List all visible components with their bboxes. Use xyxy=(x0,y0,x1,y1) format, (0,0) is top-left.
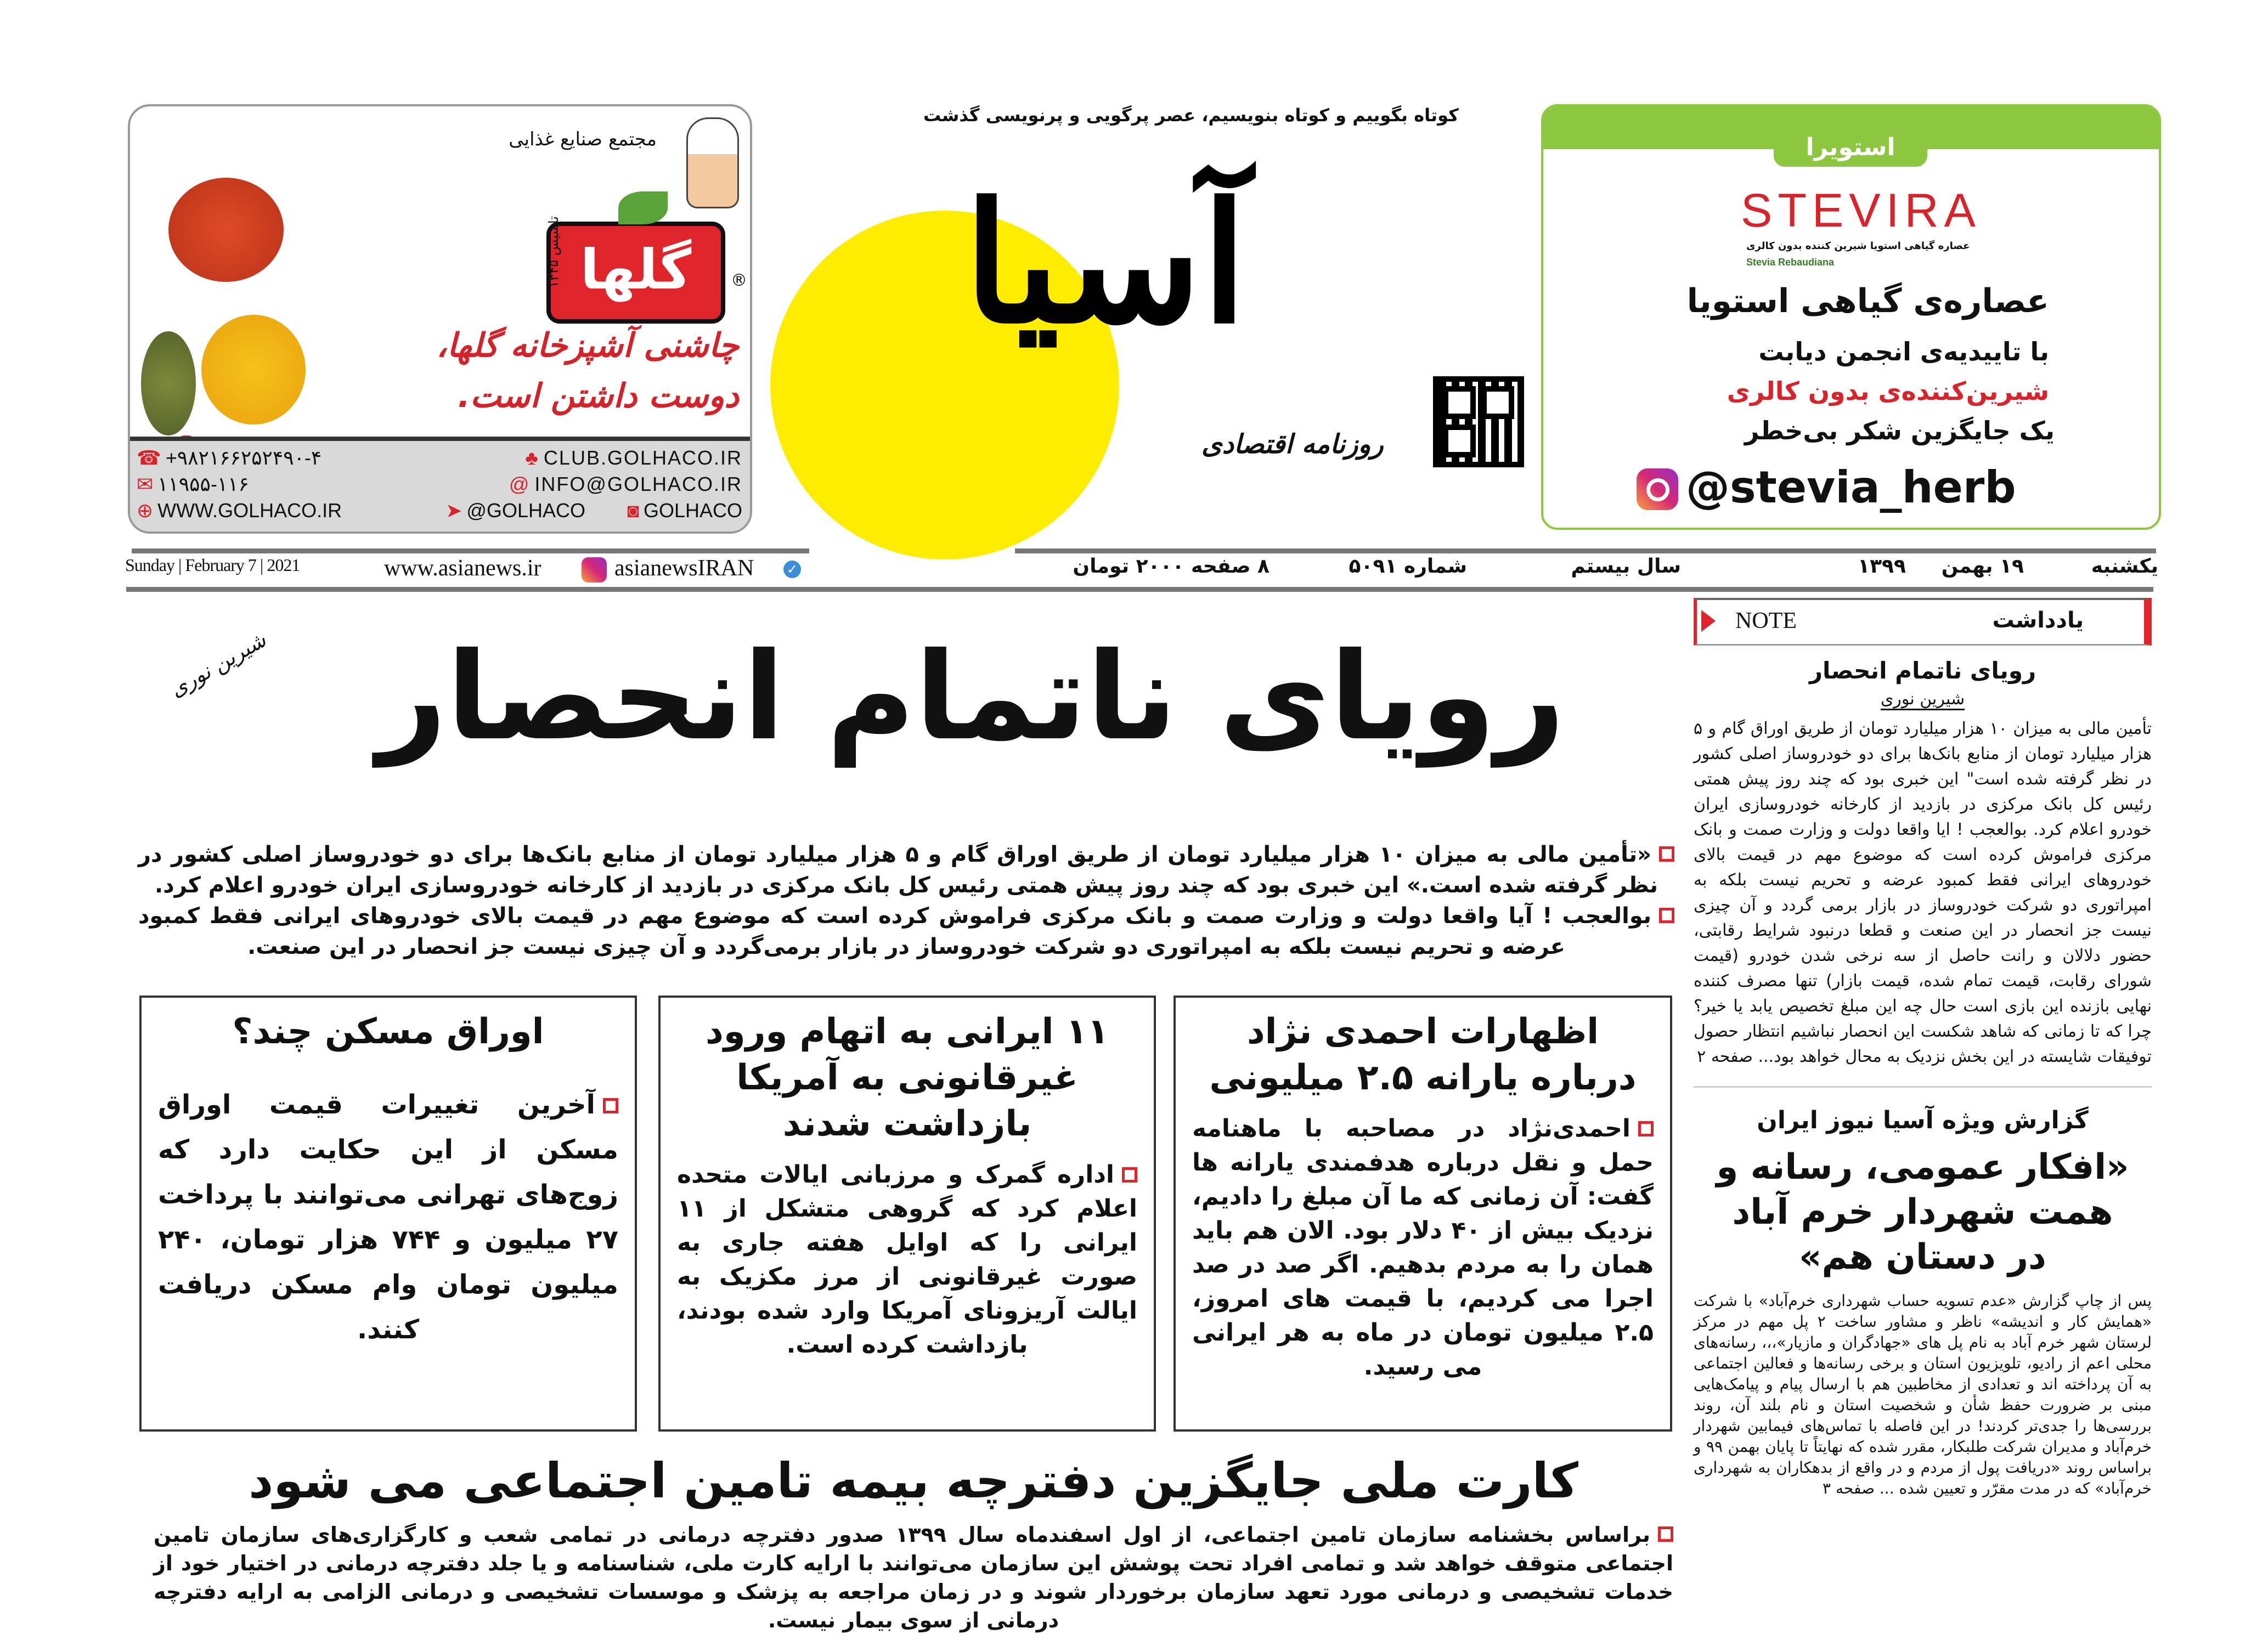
header-rule-bottom xyxy=(126,587,2153,592)
lead-text-2: بوالعجب ! آیا واقعا دولت و وزارت صمت و بانک مرکزی فراموش کرده است که موضوع مهم در قیمت بالای خودروهای ایرانی فقط کمبود عرضه و تحریم نیست بلکه به امپراتوری دو شرکت خودروساز در بازار برمی‌گردد و آن چیزی نیست جز انحصار در این صنعت. xyxy=(138,903,1651,959)
report-kicker: گزارش ویژه آسیا نیوز ایران xyxy=(1757,1106,2089,1134)
green-herb-image xyxy=(141,331,196,436)
story-box-ahmadinejad[interactable] xyxy=(1174,996,1672,1432)
qr-code[interactable] xyxy=(1433,376,1524,467)
note-label-en: NOTE xyxy=(1735,608,1797,634)
asia-logo[interactable]: آسیا xyxy=(963,166,1248,360)
leaf-icon xyxy=(618,191,668,224)
instagram-handle[interactable]: @stevia_herb xyxy=(1686,462,2016,513)
at-icon: @ xyxy=(509,473,531,495)
contact-strip xyxy=(130,437,750,531)
instagram-handle[interactable]: GOLHACO xyxy=(643,499,742,522)
volume: سال بیستم xyxy=(1571,555,1681,578)
group-icon: ♣ xyxy=(525,446,539,469)
note-column xyxy=(1694,598,2152,1499)
telegram-row[interactable] xyxy=(445,499,585,522)
ad-line-4: یک جایگزین شکر بی‌خطر xyxy=(1744,416,2055,445)
golha-logo xyxy=(546,222,725,324)
headline-author: شیرین نوری xyxy=(166,627,270,702)
instagram-account[interactable]: asianewsIRAN xyxy=(614,556,754,581)
english-date: Sunday | February 7 | 2021 xyxy=(125,555,300,575)
ad-tab-label: استویرا xyxy=(1774,128,1927,167)
note-title[interactable]: رویای ناتمام انحصار xyxy=(1809,657,2036,684)
note-text: تأمین مالی به میزان ۱۰ هزار میلیارد تومان از طریق اوراق گام و ۵ هزار میلیارد تومان از منابع بانک‌ها برای دو خودروساز اصلی کشور در نظر گرفته شده است" این خبری بود که چند روز پیش همتی رئیس کل بانک مرکزی در بازدید از کارخانه خودروسازی ایران خودرو اعلام کرد. بوالعجب ! ایا واقعا دولت و وزارت صمت و بانک مرکزی فراموش کرده است که موضوع مهم در قیمت بالای خودروهای ایرانی فقط کمبود عرضه و تحریم نیست بلکه به امپراتوری دو شرکت خودروساز در بازار برمی گردد و آن چیزی نیست جز انحصار در این صنعت و قطعا درنبود شرایط رقابتی، حضور دلالان و رانت حاصل از سه نرخی شدن خودرو (قیمت شورای رقابت، قیمت تمام شده، قیمت بازار) تنها مصرف کننده نهایی بازنده این بازی است حال چه این مبلغ تخصیص یابد یا خیر؟ چرا که تا زمانی که شاهد شکست این انحصار نباشیم انتظار حصول توفیقات شایسته در این بخش نزدیک به محال خواهد بود... xyxy=(1694,719,2152,1066)
story-box-iranians-arrested[interactable] xyxy=(658,996,1156,1432)
telegram-handle[interactable]: @GOLHACO xyxy=(466,499,585,522)
lead-text-1: «تأمین مالی به میزان ۱۰ هزار میلیارد تومان از طریق اوراق گام و ۵ هزار میلیارد تومان از منابع بانک‌ها برای دو خودروساز اصلی کشور در نظر گرفته شده است.» این خبری بود که چند روز پیش همتی رئیس کل بانک مرکزی در بازدید از کارخانه خودروسازی ایران خودرو اعلام کرد. xyxy=(138,842,1658,898)
report-page-ref[interactable]: صفحه ۳ xyxy=(1823,1479,1875,1497)
golha-advertisement[interactable] xyxy=(128,104,752,534)
lead-block xyxy=(138,839,1674,962)
instagram-row[interactable] xyxy=(627,499,742,522)
report-body xyxy=(1694,1291,2152,1499)
company-label: مجتمع صنایع غذایی xyxy=(509,128,657,150)
email-link[interactable]: INFO@GOLHACO.IR xyxy=(534,473,742,495)
note-page-ref[interactable]: صفحه ۲ xyxy=(1697,1047,1753,1066)
note-label-fa: یادداشت xyxy=(1992,608,2084,633)
story-title[interactable]: ۱۱ ایرانی به اتهام ورود غیرقانونی به آمریکا بازداشت شدند xyxy=(706,1011,1109,1144)
email-row[interactable] xyxy=(509,473,742,496)
club-link[interactable]: CLUB.GOLHACO.IR xyxy=(543,446,742,469)
story-body: اداره گمرک و مرزبانی ایالات متحده اعلام کرد که گروهی متشکل از ۱۱ ایرانی را که اوایل هفته جاری به صورت غیرقانونی از مرز مکزیک به ایالت آریزونای آمریکا وارد شده بودند، بازداشت کرده است. xyxy=(677,1161,1137,1359)
ad-line-2: با تاییدیه‌ی انجمن دیابت xyxy=(1758,337,2049,366)
header-rule-top xyxy=(132,548,809,553)
weekday: یکشنبه xyxy=(2091,555,2158,578)
phone-row xyxy=(137,446,321,470)
year: ۱۳۹۹ xyxy=(1858,555,1906,578)
po-box-row xyxy=(137,473,249,496)
verified-icon: ✓ xyxy=(783,561,801,578)
masthead-subtitle: روزنامه اقتصادی xyxy=(1201,429,1384,460)
slogan-line-1: چاشنی آشپزخانه گلها، xyxy=(436,326,739,365)
website-link[interactable]: WWW.GOLHACO.IR xyxy=(157,499,342,522)
instagram-icon: ◙ xyxy=(627,499,639,522)
story-body: آخرین تغییرات قیمت اوراق مسکن از این حکایت دارد که زوج‌های تهرانی می‌توانند با پرداخت ۲۷ میلیون و ۷۴۴ هزار تومان، ۲۴۰ میلیون تومان وام مسکن دریافت کنند. xyxy=(158,1089,619,1345)
stevira-logo-sub: عصاره گیاهی استویا شیرین کننده بدون کالری xyxy=(1746,240,1970,252)
phone-icon: ☎ xyxy=(137,446,161,469)
issue-number: شماره ۵۰۹۱ xyxy=(1349,555,1467,578)
note-author: شیرین نوری xyxy=(1881,689,1965,710)
main-headline[interactable]: رویای ناتمام انحصار xyxy=(377,626,1565,767)
ad-line-1: عصاره‌ی گیاهی استویا xyxy=(1686,282,2049,320)
phone-number: +۹۸۲۱۶۶۲۵۲۴۹۰-۴ xyxy=(165,446,322,469)
instagram-icon xyxy=(1637,468,1678,510)
bullet-icon xyxy=(1638,1121,1654,1136)
story-title[interactable]: اوراق مسکن چند؟ xyxy=(232,1011,544,1052)
ad-line-3: شیرین‌کننده‌ی بدون کالری xyxy=(1727,376,2049,406)
date: ۱۹ بهمن xyxy=(1941,555,2024,578)
stevira-advertisement[interactable] xyxy=(1541,104,2161,530)
bullet-icon xyxy=(1659,846,1674,862)
bottom-text: براساس بخشنامه سازمان تامین اجتماعی، از اول اسفندماه سال ۱۳۹۹ صدور دفترچه درمانی در تمامی شعب و کارگزاری‌های سازمان تامین اجتماعی متوقف خواهد شد و تمامی افراد تحت پوشش این سازمان می‌توانند با ارایه کارت ملی، شناسنامه و یا جلد دفترچه درمانی در اختیار خود از خدمات تشخیصی و درمانی مورد تعهد سازمان برخوردار شوند و در زمان مراجعه به پزشک و موسسات تشخیصی و درمانی الزامی به ارایه دفترچه درمانی از سوی بیمار نیست. xyxy=(154,1523,1673,1632)
globe-icon: ⊕ xyxy=(137,499,154,522)
report-text: پس از چاپ گزارش «عدم تسویه حساب شهرداری خرم‌آباد» با شرکت «همایش کار و اندیشه» ناظر و مشاور ساخت ۲ پل مهم در مرکز لرستان شهر خرم آباد به نام پل های «جهادگران و مازیار»،،، رسانه‌های محلی اعم از رادیو، تلویزیون استان و برخی رسانه‌ها و فعالین اجتماعی به آن پرداخته اند و تعدادی از مخاطبین هم با ارسال پیام و پیامک‌هایی مبنی بر ضرورت حفظ شأن و شخصیت استان و نام بلند آن، روند بررسی‌ها را جدی‌تر کردند! در این فاصله با تماس‌های فیمابین شهردار خرم‌آباد و مدیران شرکت طلبکار، مقرر شده که نهایتاً تا پایان بهمن ۹۹ و براساس روند «دریافت پول از مردم و در واقع از بدهکاران به شهرداری خرم‌آباد» که در مدت مقرّر و تعیین شده ... xyxy=(1694,1292,2152,1497)
po-box: ۱۱۹۵۵-۱۱۶ xyxy=(157,473,249,495)
website-row[interactable] xyxy=(137,499,342,522)
price: ۸ صفحه ۲۰۰۰ تومان xyxy=(1073,555,1270,578)
golha-logo-text: گلها xyxy=(580,237,692,302)
stevira-logo: STEVIRA xyxy=(1741,184,1981,237)
bullet-icon xyxy=(1122,1167,1137,1183)
story-title[interactable]: اظهارات احمدی نژاد درباره یارانه ۲.۵ میلیونی xyxy=(1209,1011,1637,1098)
bullet-icon xyxy=(1659,908,1674,923)
header-rule-top-right xyxy=(1015,548,2156,553)
note-header xyxy=(1694,598,2152,646)
play-arrow-icon xyxy=(1701,610,1716,632)
club-row[interactable] xyxy=(525,446,742,470)
bullet-icon xyxy=(1658,1526,1673,1542)
yellow-spice-image xyxy=(201,315,306,425)
slogan-line-2: دوست داشتن است. xyxy=(458,377,739,415)
bottom-paragraph xyxy=(154,1520,1673,1635)
tagline: کوتاه بگوییم و کوتاه بنویسیم، عصر پرگویی و پرنویسی گذشت xyxy=(923,105,1459,126)
website-link[interactable]: www.asianews.ir xyxy=(384,556,541,581)
telegram-icon: ➤ xyxy=(445,499,462,522)
lead-paragraph-2 xyxy=(138,901,1674,962)
founded-label: تاسیس ۱۳۴۵ xyxy=(546,216,561,289)
note-body xyxy=(1694,716,2152,1070)
bottom-headline[interactable]: کارت ملی جایگزین دفترچه بیمه تامین اجتماعی می شود xyxy=(249,1452,1578,1509)
bullet-icon xyxy=(603,1098,618,1113)
registered-mark: ® xyxy=(731,271,747,290)
red-spice-image xyxy=(168,178,284,282)
chef-icon xyxy=(686,117,739,208)
report-headline[interactable]: «افکار عمومی، رسانه و همت شهردار خرم آباد در دستان هم» xyxy=(1716,1147,2129,1277)
lead-paragraph-1 xyxy=(138,839,1674,901)
story-body: احمدی‌نژاد در مصاحبه با ماهنامه حمل و نقل درباره هدفمندی یارانه ها گفت: آن زمانی که ما آن مبلغ را دادیم، نزدیک بیش از ۴۰ دلار بود. الان هم باید همان را به مردم بدهیم. اگر صد در صد اجرا می کردیم، با قیمت های امروز، ۲.۵ میلیون تومان در ماه به هر ایرانی می رسید. xyxy=(1192,1115,1654,1381)
stevira-logo-latin: Stevia Rebaudiana xyxy=(1746,257,1835,268)
instagram-icon xyxy=(582,557,607,583)
mail-icon: ✉ xyxy=(137,473,154,495)
story-box-housing-bonds[interactable] xyxy=(139,996,637,1432)
column-divider xyxy=(1694,1086,2152,1088)
